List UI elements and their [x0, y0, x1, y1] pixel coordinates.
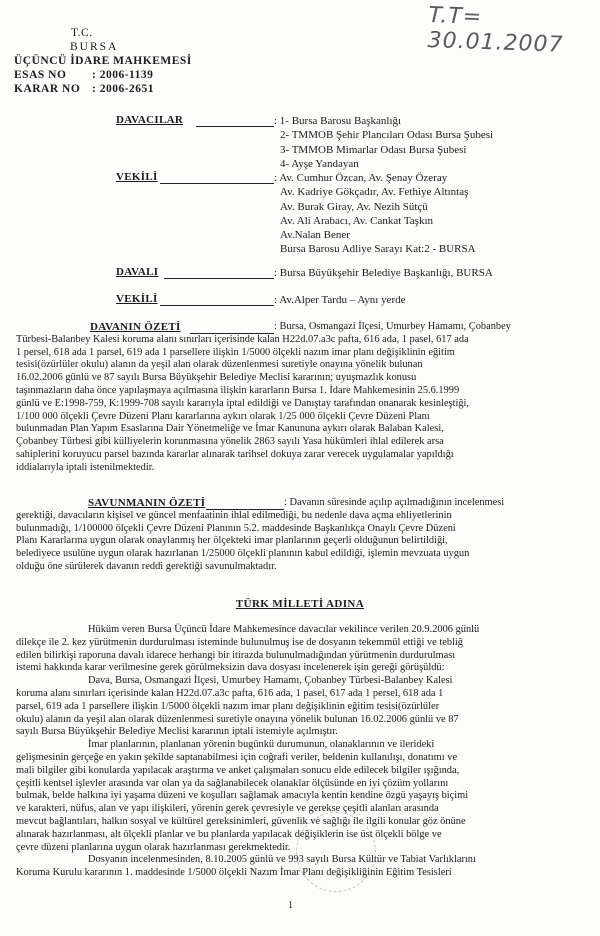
- vekil-line-2: Av. Kadriye Gökçadır, Av. Fethiye Altıntaş: [280, 186, 469, 199]
- davali-value: : Bursa Büyükşehir Belediye Başkanlığı, BURSA: [274, 267, 493, 279]
- body-line: sayılı Bursa Büyükşehir Belediye Meclisi kararının iptali istemiyle açılmıştır.: [16, 726, 338, 738]
- davali-rule: [164, 278, 274, 279]
- vekil-line-1: : Av. Cumhur Özcan, Av. Şenay Özeray: [274, 172, 448, 184]
- ozet-line: Çobanbey Türbesi gibi külliyelerin korunmasına yönelik 2863 sayılı Yasa hükümleri ihlal edilerek arsa: [16, 436, 444, 448]
- ozet-line: Türbesi-Balanbey Kalesi koruma alanı sınırları içerisinde kalan H22d.07.a3c pafta, 616 ada, 1 pasel, 617 ada: [16, 333, 469, 345]
- vekil-line-5: Av.Nalan Bener: [280, 229, 350, 242]
- davaci-1: : 1- Bursa Barosu Başkanlığı: [274, 115, 402, 127]
- body-line: dilekçe ile 2. kez yürütmenin durdurulması isteminde bulunulmuş ise de dosyanın tekemmül ettiği ve tebliğ: [16, 636, 463, 648]
- davanin-ozeti-label: DAVANIN ÖZETİ: [90, 321, 181, 333]
- davaci-2: 2- TMMOB Şehir Plancıları Odası Bursa Şubesi: [280, 129, 494, 142]
- davali-vekili-value: : Av.Alper Tardu – Aynı yerde: [274, 294, 406, 306]
- body-line: çeşitli kentsel işlevler arasında var olan ya da sağlanabilecek olanaklar ölçüsünde en iyi çözüm yollarını: [16, 777, 449, 789]
- body-line: parsel, 619 ada 1 parsellere ilişkin 1/5000 ölçekli nazım imar planı değişiklinin eğitim tesisi(özürlüler: [16, 700, 440, 712]
- vekil-line-6: Bursa Barosu Adliye Sarayı Kat:2 - BURSA: [280, 243, 476, 256]
- savunma-line: bulunmadığı, 1/100000 ölçekli Çevre Düzeni Planının 5.2. maddesinde Başkanlıkça Onaylı Çevre Düzeni: [16, 522, 456, 534]
- vekili-list: [274, 171, 476, 257]
- esas-row: [14, 68, 192, 82]
- body-line: edilen bilirkişi raporuna davalı idarece herhangi bir itirazda bulunulmadığından yürütmenin durdurulması: [16, 649, 456, 661]
- davaci-3: 3- TMMOB Mimarlar Odası Bursa Şubesi: [280, 143, 467, 156]
- ozet-line: : Bursa, Osmangazi İlçesi, Umurbey Hamamı, Çobanbey: [274, 321, 511, 332]
- davali-vekili-rule: [160, 305, 274, 306]
- body-line: bulmak, belde halkına iyi yaşama düzeni ve koşulları sağlamak amacıyla kentin kendine özgü yaşayış biçimi: [16, 790, 469, 802]
- faint-seal-stamp: [296, 812, 376, 892]
- davaci-4: 4- Ayşe Yandayan: [280, 157, 359, 170]
- davanin-ozeti-text: [16, 321, 586, 475]
- savunmanin-ozeti-label: SAVUNMANIN ÖZETİ: [88, 497, 206, 509]
- body-line: okulu) alanın da yeşil alan olarak düzenlenmesi suretiyle onayına yönelik bulunan 16.02.2006 günlü ve 87: [16, 713, 459, 725]
- tc-label: T.C.: [71, 27, 93, 39]
- body-line: Koruma Kurulu kararının 1. maddesinde 1/5000 ölçekli Nazım İmar Planı değişikliğinin Eğitim Tesisleri: [16, 867, 452, 879]
- vekili-label: VEKİLİ: [116, 171, 158, 183]
- davacilar-rule: [196, 126, 274, 127]
- page-number: 1: [288, 900, 293, 911]
- savunma-line: belediyece usulüne uygun olarak hazırlanan 1/25000 ölçekli planının kabul edildiği, işlemin mevzuata uygun: [16, 548, 470, 560]
- ozet-line: 1/100 000 ölçekli Çevre Düzeni Planı kararlarına aykırı olarak 1/25 000 ölçekli Çevre Düzeni Planı: [16, 410, 430, 422]
- davali-vekili-label: VEKİLİ: [116, 293, 158, 305]
- court-header: [14, 26, 192, 96]
- savunma-line: gerektiği, davacıların kişisel ve güncel menfaatinin ihlal edilmediği, bu nedenle dava açma ehliyetlerinin: [16, 509, 452, 521]
- davacilar-list: [274, 114, 493, 171]
- body-line: mali bilgiler gibi konularda yapılacak araştırma ve anket çalışmaları sonucu elde edilecek bilgiler ışığında,: [16, 764, 460, 776]
- esas-label: ESAS NO: [14, 69, 67, 81]
- savunma-line: : Davanın süresinde açılıp açılmadığının incelenmesi: [284, 497, 505, 508]
- ozet-line: 1 persel, 618 ada 1 parsel, 619 ada 1 parsellere ilişkin 1/5000 ölçekli nazım imar planı değişiklinin eğitim: [16, 346, 455, 358]
- davali-label: DAVALI: [116, 266, 159, 278]
- karar-label: KARAR NO: [14, 83, 81, 95]
- body-line: koruma alanı sınırları içerisinde kalan H22d.07.a3c pafta, 616 ada, 1 pasel, 617 ada 1 persel, 618 ada 1: [16, 687, 444, 699]
- body-line: alınarak hazırlanması, alt ölçekli planlar ve bu planlarda yapılacak değişiklerin ise üst ölçekli bölge ve: [16, 828, 442, 840]
- body-line: mevcut bağlantıları, halkın sosyal ve kültürel gereksinimleri, güvenlik ve sağlığı ile ilgili konular göz önüne: [16, 815, 466, 827]
- savunma-line: Planı Kararlarına uygun olarak onaylanmış her ölçekteki imar planlarının geçerli olduğunun belirtildiği,: [16, 535, 448, 547]
- court-name: ÜÇÜNCÜ İDARE MAHKEMESİ: [14, 55, 192, 67]
- handwritten-date-note: T.T= 30.01.2007: [427, 3, 564, 58]
- body-line: çevre düzeni planlarına uygun olarak hazırlanması gerekmektedir.: [16, 841, 291, 853]
- body-line: gelişmesinin gerçeğe en yakın şekilde saptanabilmesi için coğrafi veriler, beldenin kullanılışı, donatımı ve: [16, 751, 458, 763]
- city-label: BURSA: [70, 41, 119, 53]
- davacilar-label: DAVACILAR: [116, 114, 184, 126]
- body-line: ve karakteri, nüfus, alan ve yapı ilişkileri, yörenin gerek çevresiyle ve gerekse çeşitli alanları arasında: [16, 803, 439, 815]
- ozet-line: 16.02.2006 günlü ve 87 sayılı Bursa Büyükşehir Belediye Meclisi kararının; uyuşmazlık konusu: [16, 372, 417, 384]
- body-line: İmar planlarının, planlanan yörenin bugünkü durumunun, olanaklarının ve ilerideki: [88, 739, 435, 751]
- ozet-line: bulunmadan Plan Yapım Esaslarına Dair Yönetmeliğe ve İmar Kanununa aykırı olarak Balaban Kalesi,: [16, 423, 444, 435]
- body-line: Dava, Bursa, Osmangazi İlçesi, Umurbey Hamamı, Çobanbey Türbesi-Balanbey Kalesi: [88, 675, 453, 687]
- karar-value: : 2006-2651: [92, 83, 155, 95]
- savunmanin-ozeti-text: [16, 497, 586, 574]
- esas-value: : 2006-1139: [92, 69, 154, 81]
- body-line: Dosyanın incelenmesinden, 8.10.2005 günlü ve 993 sayılı Bursa Kültür ve Tabiat Varlıklarını: [88, 854, 476, 866]
- body-line: istemi hakkında karar verilmesine gerek görülmeksizin dava dosyası incelenerek işin gereği görüşüldü:: [16, 662, 445, 674]
- ozet-line: sahiplerini koruyucu parsel bazında kararlar alınarak tarihsel dokuya zarar verecek uygulamalar yapıldığı: [16, 448, 454, 460]
- body-line: Hüküm veren Bursa Üçüncü İdare Mahkemesince davacılar vekilince verilen 20.9.2006 günlü: [88, 624, 480, 635]
- ozet-line: tesisi(özürlüler okulu) alanın da yeşil alan olarak düzenlenmesi suretiyle onayına yönelik bulunan: [16, 359, 423, 371]
- decision-heading: TÜRK MİLLETİ ADINA: [235, 598, 365, 610]
- ozet-line: taşınmazların daha önce yapılaşmaya açılmasına ilişkin kararların Bursa 1. İdare Mahkemesinin 25.6.1999: [16, 384, 460, 396]
- karar-row: [14, 82, 192, 96]
- savunma-line: olduğu öne sürülerek davanın reddi gerektiği savunulmaktadır.: [16, 560, 277, 572]
- ozet-line: günlü ve E:1998-759, K:1999-708 sayılı kararıyla iptal edildiği ve Danıştay tarafından onanarak kesinleştiği,: [16, 397, 470, 409]
- vekil-line-3: Av. Burak Giray, Av. Nezih Sütçü: [280, 200, 428, 213]
- vekil-line-4: Av. Ali Arabacı, Av. Cankat Taşkın: [280, 214, 434, 227]
- vekili-rule: [160, 183, 274, 184]
- ozet-line: iddialarıyla iptali istenilmektedir.: [16, 461, 155, 473]
